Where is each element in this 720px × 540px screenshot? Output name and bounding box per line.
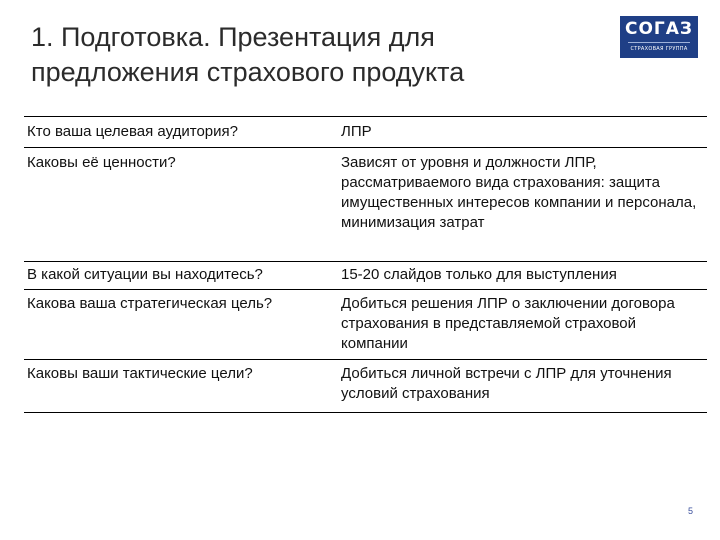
sogaz-logo [620,16,698,58]
logo-subtitle: СТРАХОВАЯ ГРУППА [630,46,688,52]
presentation-questions-table [24,116,707,413]
question-cell: В какой ситуации вы находитесь? [24,262,333,290]
answer-cell: Зависят от уровня и должности ЛПР, рассматриваемого вида страхования: защита имущественных интересов компании и персонала, минимизация затрат [333,148,707,262]
table-row [24,290,707,360]
table-row [24,148,707,262]
logo-name: СОГАЗ [625,19,693,39]
question-cell: Кто ваша целевая аудитория? [24,117,333,148]
question-cell: Какова ваша стратегическая цель? [24,290,333,360]
question-cell: Каковы её ценности? [24,148,333,262]
answer-cell: ЛПР [333,117,707,148]
table-row [24,360,707,413]
page-number: 5 [688,506,694,516]
answer-cell: Добиться личной встречи с ЛПР для уточнения условий страхования [333,360,707,413]
table-row [24,117,707,148]
answer-cell: Добиться решения ЛПР о заключении договора страхования в представляемой страховой компании [333,290,707,360]
table-row [24,262,707,290]
answer-cell: 15-20 слайдов только для выступления [333,262,707,290]
slide-title-line-1: 1. Подготовка. Презентация для [31,22,435,52]
slide-title-line-2: предложения страхового продукта [31,57,465,87]
question-cell: Каковы ваши тактические цели? [24,360,333,413]
slide-title [31,20,591,90]
logo-divider [628,42,690,43]
